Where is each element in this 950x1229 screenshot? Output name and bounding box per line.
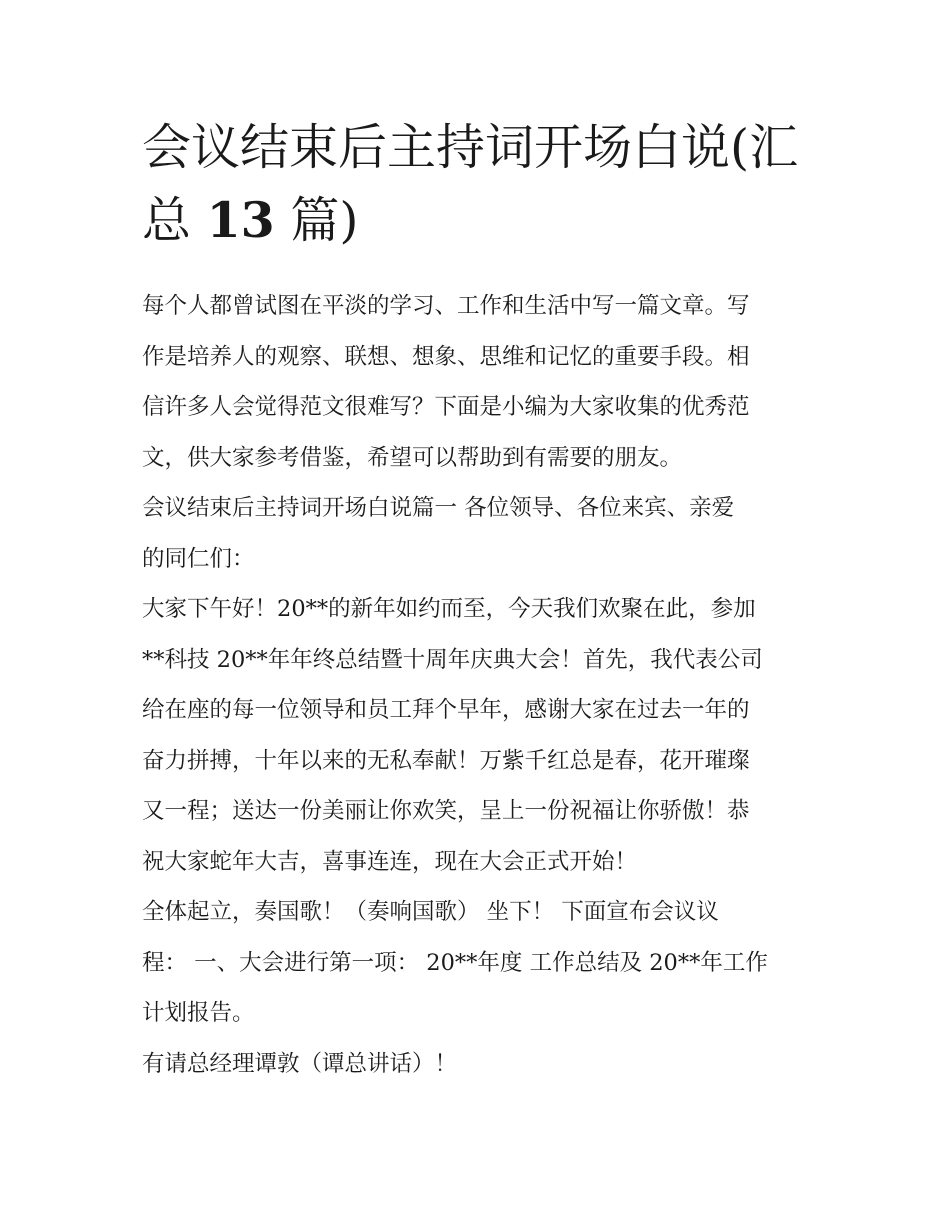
paragraph-agenda: 全体起立，奏国歌！（奏响国歌） 坐下！ 下面宣布会议议 程： 一、大会进行第一项： 20**年度 工作总结及 20**年工作 计划报告。 — [142, 899, 768, 1026]
paragraph-intro: 每个人都曾试图在平淡的学习、工作和生活中写一篇文章。写 作是培养人的观察、联想、想象、思维和记忆的重要手段。相 信许多人会觉得范文很难写？下面是小编为大家收集的优秀范 文，供大家参考借鉴，希望可以帮助到有需要的朋友。 — [142, 293, 750, 471]
document-title — [142, 112, 814, 257]
title-line-1: 会议结束后主持词开场白说(汇 — [142, 119, 799, 176]
title-line-2-prefix: 总 — [142, 192, 207, 249]
paragraph-greeting: 会议结束后主持词开场白说篇一 各位领导、各位来宾、亲爱 的同仁们： — [142, 495, 735, 572]
document-page — [142, 112, 814, 1089]
document-body — [142, 281, 814, 1089]
title-count: 13 — [206, 191, 275, 249]
paragraph-opening: 大家下午好！20**的新年如约而至，今天我们欢聚在此，参加 **科技 20**年年终总结暨十周年庆典大会！首先，我代表公司 给在座的每一位领导和员工拜个早年，感谢大家在过去一年的 奋力拼搏，十年以来的无私奉献！万紫千红总是春，花开璀璨 又一程；送达一份美丽让你欢笑，呈上一份祝福让你骄傲！恭 祝大家蛇年大吉，喜事连连，现在大会正式开始！ — [142, 596, 763, 875]
paragraph-speech: 有请总经理谭敦（谭总讲话）！ — [142, 1050, 458, 1077]
title-line-2-suffix: 篇) — [274, 192, 359, 249]
